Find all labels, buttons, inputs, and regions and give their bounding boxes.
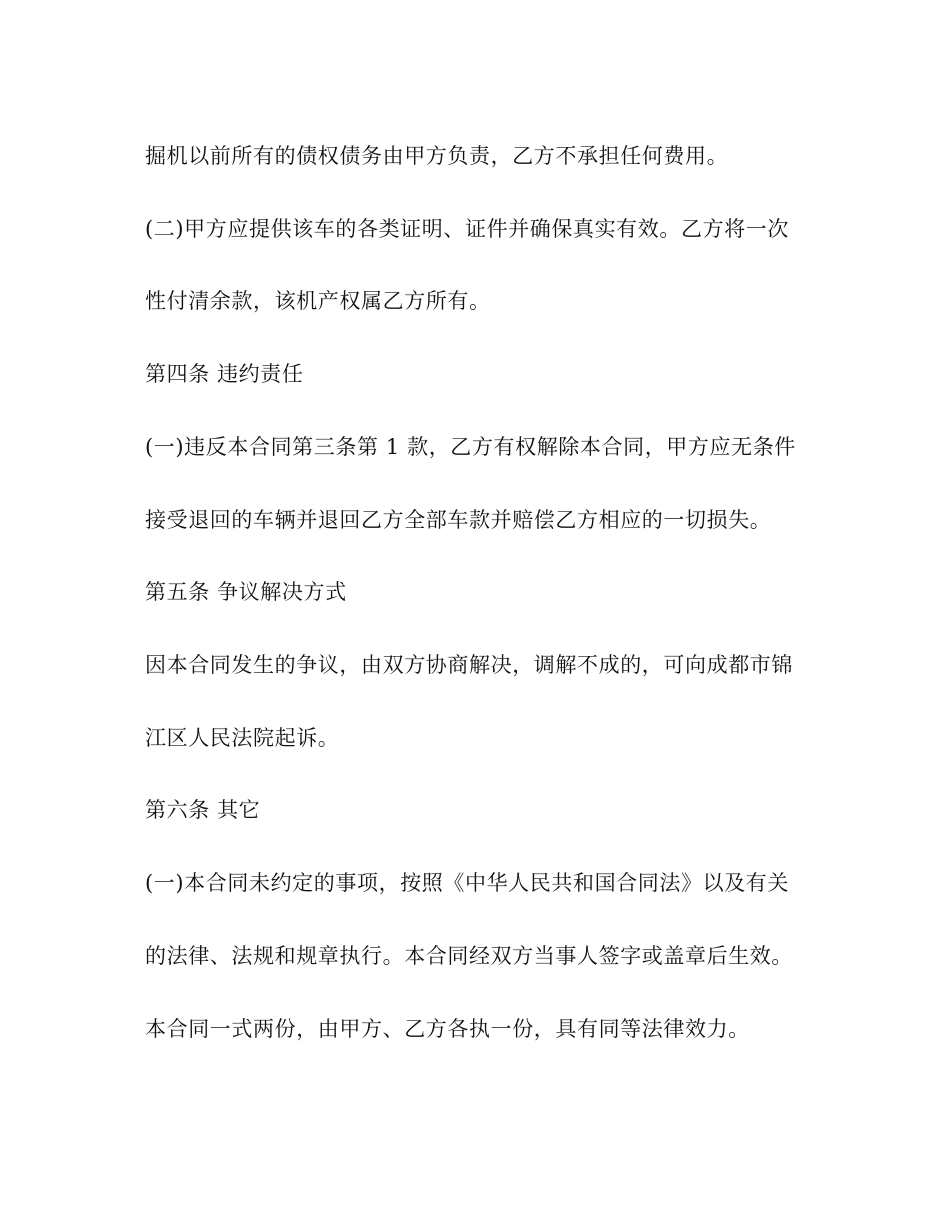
text-line: (一)违反本合同第三条第 1 款，乙方有权解除本合同，甲方应无条件 xyxy=(145,435,796,459)
text-line: (二)甲方应提供该车的各类证明、证件并确保真实有效。乙方将一次 xyxy=(145,217,789,241)
section-heading: 第四条 违约责任 xyxy=(145,362,304,386)
section-heading: 第六条 其它 xyxy=(145,798,261,822)
text-line: 的法律、法规和规章执行。本合同经双方当事人签字或盖章后生效。 xyxy=(145,944,793,968)
section-heading: 第五条 争议解决方式 xyxy=(145,580,347,604)
text-line: 江区人民法院起诉。 xyxy=(145,726,340,750)
text-line: 性付清余款，该机产权属乙方所有。 xyxy=(145,289,491,313)
text-line: (一)本合同未约定的事项，按照《中华人民共和国合同法》以及有关 xyxy=(145,871,789,895)
text-line: 因本合同发生的争议，由双方协商解决，调解不成的，可向成都市锦 xyxy=(145,653,793,677)
text-line: 掘机以前所有的债权债务由甲方负责，乙方不承担任何费用。 xyxy=(145,144,729,168)
text-line: 本合同一式两份，由甲方、乙方各执一份，具有同等法律效力。 xyxy=(145,1017,750,1041)
text-line: 接受退回的车辆并退回乙方全部车款并赔偿乙方相应的一切损失。 xyxy=(145,508,772,532)
